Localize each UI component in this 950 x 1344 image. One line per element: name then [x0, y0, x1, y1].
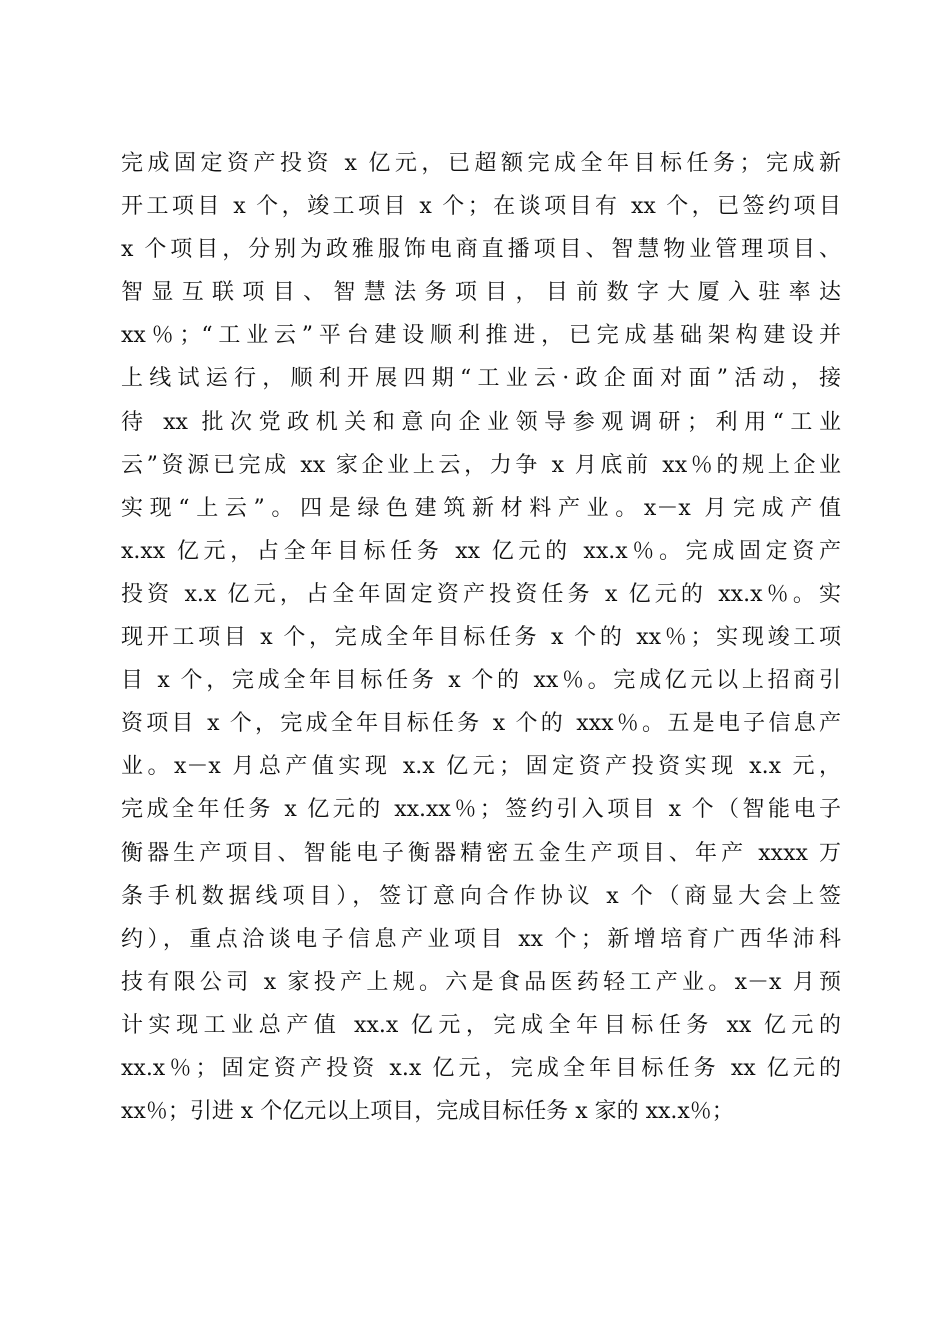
text-line: 完成全年任务 x 亿元的 xx.xx％；签约引入项目 x 个（智能电子 — [121, 797, 841, 823]
text-line: 条手机数据线项目），签订意向合作协议 x 个（商显大会上签 — [121, 883, 841, 909]
text-line: x.xx 亿元，占全年目标任务 xx 亿元的 xx.x％。完成固定资产 — [121, 538, 841, 564]
text-line: xx.x％；固定资产投资 x.x 亿元，完成全年目标任务 xx 亿元的 — [121, 1055, 841, 1081]
text-line: 投资 x.x 亿元，占全年固定资产投资任务 x 亿元的 xx.x％。实 — [121, 581, 841, 607]
text-line: 资项目 x 个，完成全年目标任务 x 个的 xxx％。五是电子信息产 — [121, 711, 841, 737]
text-line: 云”资源已完成 xx 家企业上云，力争 x 月底前 xx％的规上企业 — [121, 452, 841, 478]
text-line: xx％；“工业云”平台建设顺利推进，已完成基础架构建设并 — [121, 323, 841, 349]
text-line: 现开工项目 x 个，完成全年目标任务 x 个的 xx％；实现竣工项 — [121, 625, 841, 651]
text-line: x 个项目，分别为政雅服饰电商直播项目、智慧物业管理项目、 — [121, 237, 841, 263]
text-line: 完成固定资产投资 x 亿元，已超额完成全年目标任务；完成新 — [121, 151, 841, 176]
text-line: 业。x－x 月总产值实现 x.x 亿元；固定资产投资实现 x.x 元， — [121, 754, 841, 780]
text-line: 约），重点洽谈电子信息产业项目 xx 个；新增培育广西华沛科 — [121, 926, 841, 952]
text-line: 上线试运行，顺利开展四期“工业云·政企面对面”活动，接 — [121, 366, 841, 392]
text-line: 目 x 个，完成全年目标任务 x 个的 xx％。完成亿元以上招商引 — [121, 668, 841, 694]
text-line: 待 xx 批次党政机关和意向企业领导参观调研；利用“工业 — [121, 409, 841, 435]
body-paragraph — [121, 142, 841, 1133]
text-line: 智显互联项目、智慧法务项目，目前数字大厦入驻率达 — [121, 280, 841, 306]
text-line: 衡器生产项目、智能电子衡器精密五金生产项目、年产 xxxx 万 — [121, 840, 841, 866]
text-line: 技有限公司 x 家投产上规。六是食品医药轻工产业。x－x 月预 — [121, 969, 841, 995]
text-line: 计实现工业总产值 xx.x 亿元，完成全年目标任务 xx 亿元的 — [121, 1012, 841, 1038]
text-line: 开工项目 x 个，竣工项目 x 个；在谈项目有 xx 个，已签约项目 — [121, 194, 841, 220]
text-line: 实现“上云”。四是绿色建筑新材料产业。x－x 月完成产值 — [121, 495, 841, 521]
text-line: xx％；引进 x 个亿元以上项目，完成目标任务 x 家的 xx.x％； — [121, 1099, 734, 1125]
